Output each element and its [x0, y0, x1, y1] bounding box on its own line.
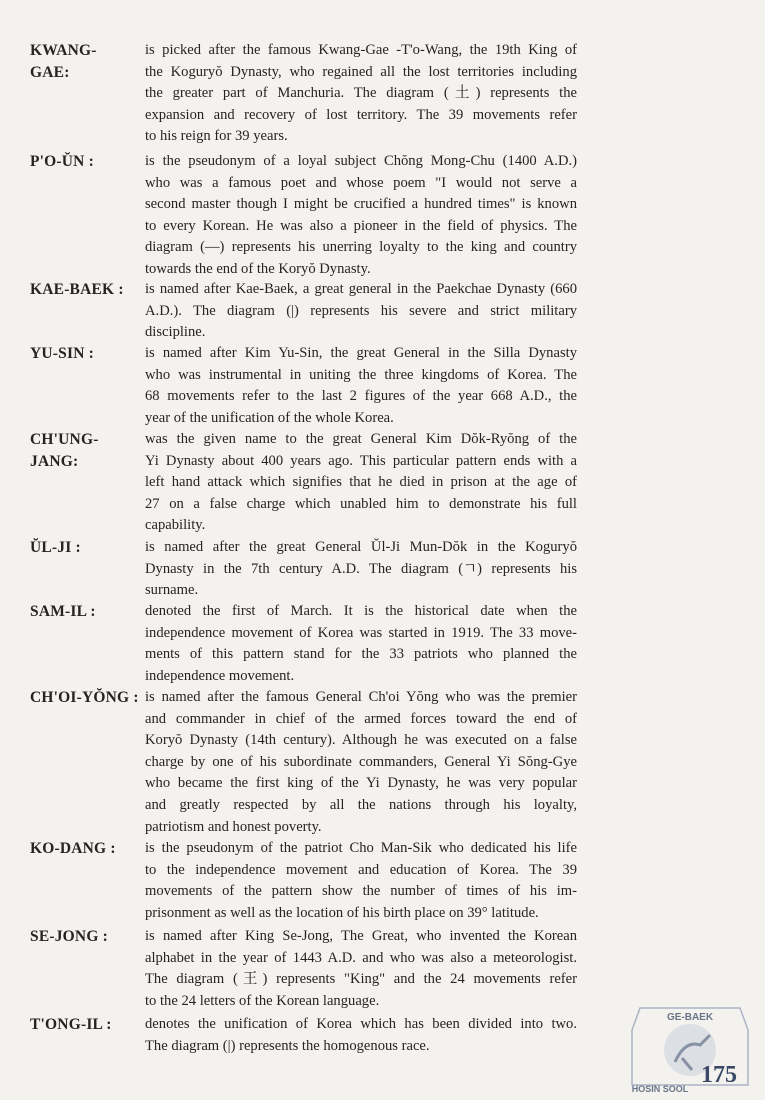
term-line: JANG:	[30, 452, 79, 470]
desc-line: ments of this pattern stand for the 33 patriots who planned the	[145, 646, 577, 663]
desc-line: left hand attack which signifies that he died in prison at the age of	[145, 474, 577, 491]
term-line: KWANG-	[30, 42, 97, 59]
entry-description	[145, 279, 577, 344]
desc-line: and greatly respected by all the nations through his loyalty,	[145, 796, 577, 813]
desc-line: 68 movements refer to the last 2 figures of the year 668 A.D., the	[145, 388, 577, 405]
desc-line: to every Korean. He was also a pioneer in the field of physics. The	[145, 217, 577, 234]
term-line: SE-JONG :	[30, 928, 109, 945]
desc-line: diagram (—) represents his unerring loyalty to the king and country	[145, 239, 577, 256]
entry-term	[30, 40, 97, 83]
entry-term	[30, 429, 99, 472]
desc-line: who was instrumental in uniting the three kingdoms of Korea. The	[145, 366, 577, 383]
desc-line: is the pseudonym of a loyal subject Chŏng Mong-Chu (1400 A.D.)	[145, 153, 577, 169]
badge-top-text: GE-BAEK	[666, 1012, 714, 1023]
desc-line: the Koguryŏ Dynasty, who regained all the lost territories including	[145, 63, 577, 80]
desc-line: was the given name to the great General Kim Dŏk-Ryŏng of the	[145, 431, 577, 447]
desc-line: to his reign for 39 years.	[145, 128, 288, 145]
term-line: P'O-ŬN :	[30, 153, 95, 170]
desc-line: Dynasty in the 7th century A.D. The diagram (ㄱ) represents his	[145, 560, 577, 577]
entry-description	[145, 601, 577, 687]
desc-line: denoted the first of March. It is the historical date when the	[145, 603, 577, 619]
desc-line: patriotism and honest poverty.	[145, 818, 322, 835]
desc-line: independence movement of Korea was started in 1919. The 33 move-	[145, 624, 577, 641]
entry-term	[30, 343, 94, 365]
entry-description	[145, 1014, 577, 1057]
term-line: ŬL-JI :	[30, 539, 81, 556]
desc-line: is the pseudonym of the patriot Cho Man-Sik who dedicated his life	[145, 840, 577, 856]
desc-line: Koryŏ Dynasty (14th century). Although he was executed on a false	[145, 732, 577, 749]
entry-description	[145, 343, 577, 429]
desc-line: The diagram (|) represents the homogenous race.	[145, 1037, 430, 1054]
desc-line: who was a famous poet and whose poem "I would not serve a	[145, 174, 577, 191]
entry-term	[30, 279, 124, 301]
desc-line: is named after Kim Yu-Sin, the great General in the Silla Dynasty	[145, 345, 577, 361]
entry-term	[30, 1014, 112, 1036]
desc-line: towards the end of the Koryŏ Dynasty.	[145, 260, 371, 277]
desc-line: the greater part of Manchuria. The diagram (土) represents the	[145, 85, 577, 102]
desc-line: is named after the famous General Ch'oi Yŏng who was the premier	[145, 689, 577, 705]
term-line: YU-SIN :	[30, 345, 95, 362]
entry-description	[145, 40, 577, 148]
term-line: KAE-BAEK :	[30, 281, 124, 298]
desc-line: expansion and recovery of lost territory. The 39 movements refer	[145, 106, 577, 123]
page-number: 175	[701, 1062, 737, 1088]
entry-term	[30, 537, 81, 559]
desc-line: to the 24 letters of the Korean language.	[145, 992, 380, 1009]
term-line: KO-DANG :	[30, 840, 116, 857]
desc-line: to the independence movement and education of Korea. The 39	[145, 861, 577, 878]
desc-line: who became the first king of the Yi Dynasty, he was very popular	[145, 775, 577, 792]
desc-line: A.D.). The diagram (|) represents his severe and strict military	[145, 302, 577, 319]
term-line: SAM-IL :	[30, 603, 96, 620]
desc-line: capability.	[145, 517, 206, 534]
desc-line: charge by one of his subordinate commanders, General Yi Sŏng-Gye	[145, 753, 577, 770]
entry-description	[145, 429, 577, 537]
entry-term	[30, 838, 116, 860]
desc-line: 27 on a false charge which unabled him to demonstrate his full	[145, 495, 577, 512]
entry-term	[30, 687, 139, 709]
term-line: CH'OI-YŎNG :	[30, 689, 139, 706]
desc-line: is named after the great General Ŭl-Ji Mun-Dŏk in the Koguryŏ	[145, 539, 577, 555]
desc-line: second master though I might be crucified a hundred times" is known	[145, 196, 577, 213]
entry-description	[145, 687, 577, 838]
desc-line: movements of the pattern show the number of times of his im-	[145, 883, 577, 900]
desc-line: and commander in chief of the armed forces toward the end of	[145, 710, 577, 727]
entry-term	[30, 151, 94, 173]
desc-line: discipline.	[145, 324, 206, 341]
desc-line: surname.	[145, 582, 199, 599]
desc-line: is named after Kae-Baek, a great general in the Paekchae Dynasty (660	[145, 281, 577, 297]
entry-description	[145, 926, 577, 1012]
desc-line: The diagram (王) represents "King" and the 24 movements refer	[145, 971, 577, 988]
desc-line: prisonment as well as the location of his birth place on 39° latitude.	[145, 904, 539, 921]
desc-line: is named after King Se-Jong, The Great, who invented the Korean	[145, 928, 577, 944]
desc-line: Yi Dynasty about 400 years ago. This particular pattern ends with a	[145, 452, 577, 469]
entry-description	[145, 537, 577, 602]
term-line: T'ONG-IL :	[30, 1016, 112, 1033]
badge-bottom-text: HOSIN SOOL	[631, 1084, 689, 1094]
desc-line: year of the unification of the whole Korea.	[145, 409, 394, 426]
entry-description	[145, 838, 577, 924]
desc-line: denotes the unification of Korea which has been divided into two.	[145, 1016, 577, 1032]
desc-line: alphabet in the year of 1443 A.D. and who was also a meteorologist.	[145, 949, 577, 966]
term-line: CH'UNG-	[30, 431, 99, 448]
term-line: GAE:	[30, 63, 70, 81]
desc-line: independence movement.	[145, 667, 295, 684]
entry-term	[30, 601, 96, 623]
entry-description	[145, 151, 577, 281]
desc-line: is picked after the famous Kwang-Gae -T'o-Wang, the 19th King of	[145, 42, 577, 58]
entry-term	[30, 926, 108, 948]
